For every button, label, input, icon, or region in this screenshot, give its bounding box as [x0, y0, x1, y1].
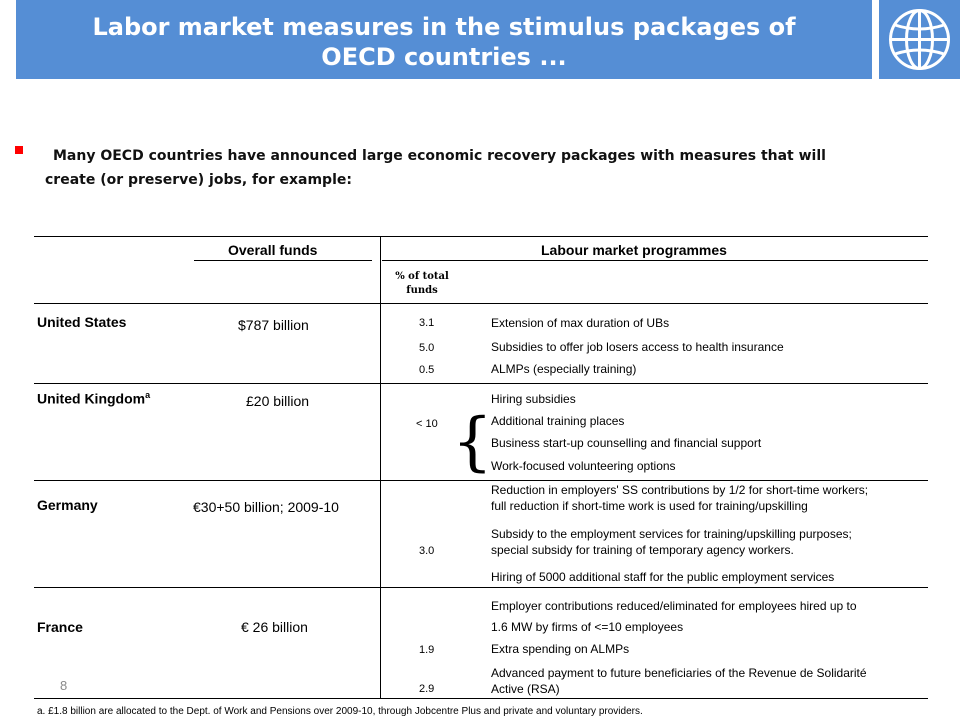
- programme-de-2-line2: special subsidy for training of temporary agency workers.: [491, 543, 794, 557]
- country-united-kingdom: [37, 390, 150, 407]
- programmes-underline: [382, 260, 928, 261]
- programme-de-1-line1: Reduction in employers' SS contributions by 1/2 for short-time workers;: [491, 483, 869, 497]
- pct-germany: 3.0: [419, 545, 435, 557]
- column-header-overall-funds: Overall funds: [228, 242, 318, 258]
- brace-uk: {: [452, 405, 493, 479]
- programme-uk-1: Hiring subsidies: [491, 392, 576, 406]
- pct-label-line2: funds: [406, 285, 438, 296]
- programme-fr-3-line1: Advanced payment to future beneficiaries of the Revenue de Solidarité: [491, 666, 867, 680]
- page-number: 8: [60, 678, 68, 693]
- row-divider-uk: [34, 480, 928, 481]
- bullet-marker: [15, 146, 23, 154]
- pct-us-2: 5.0: [419, 342, 435, 354]
- table-top-rule: [34, 236, 928, 237]
- intro-line-1: Many OECD countries have announced large economic recovery packages with measures that will: [53, 148, 826, 164]
- programme-us-2: Subsidies to offer job losers access to health insurance: [491, 340, 784, 354]
- table-bottom-rule: [34, 698, 928, 699]
- world-bank-globe-icon: [879, 0, 960, 79]
- intro-line-2: create (or preserve) jobs, for example:: [45, 172, 352, 188]
- pct-uk: < 10: [416, 418, 438, 430]
- programme-fr-1-line1: Employer contributions reduced/eliminated for employees hired up to: [491, 599, 857, 613]
- fund-germany: €30+50 billion; 2009-10: [193, 499, 339, 515]
- pct-us-3: 0.5: [419, 364, 435, 376]
- pct-france-1: 1.9: [419, 644, 435, 656]
- table-footnote: a. £1.8 billion are allocated to the Dept. of Work and Pensions over 2009-10, through Jobcentre Plus and private and voluntary providers.: [37, 706, 643, 717]
- programme-fr-2: Extra spending on ALMPs: [491, 642, 630, 656]
- slide-title: [16, 0, 872, 79]
- fund-united-states: $787 billion: [238, 317, 309, 333]
- programme-de-3: Hiring of 5000 additional staff for the public employment services: [491, 570, 835, 584]
- pct-france-2: 2.9: [419, 683, 435, 695]
- programme-fr-3-line2: Active (RSA): [491, 682, 560, 696]
- table-header-rule: [34, 303, 928, 304]
- country-france: France: [37, 619, 83, 635]
- fund-united-kingdom: £20 billion: [246, 393, 310, 409]
- pct-label-line1: % of total: [395, 271, 449, 282]
- programme-uk-2: Additional training places: [491, 414, 625, 428]
- programme-fr-1-line2: 1.6 MW by firms of <=10 employees: [491, 620, 684, 634]
- fund-france: € 26 billion: [241, 619, 308, 635]
- slide-title-line2: OECD countries ...: [321, 43, 567, 71]
- pct-of-total-funds-label: [392, 270, 452, 298]
- footnote-marker-a: a: [145, 390, 151, 400]
- programme-us-1: Extension of max duration of UBs: [491, 316, 670, 330]
- programme-us-3: ALMPs (especially training): [491, 362, 637, 376]
- country-uk-name: United Kingdom: [37, 390, 146, 407]
- pct-us-1: 3.1: [419, 317, 435, 329]
- column-header-programmes: Labour market programmes: [541, 242, 727, 258]
- intro-text: [45, 144, 925, 192]
- country-united-states: United States: [37, 314, 127, 330]
- programme-uk-4: Work-focused volunteering options: [491, 459, 676, 473]
- overall-funds-underline: [194, 260, 372, 261]
- row-divider-us: [34, 383, 928, 384]
- programme-uk-3: Business start-up counselling and financial support: [491, 436, 762, 450]
- column-separator: [380, 237, 381, 699]
- row-divider-germany: [34, 587, 928, 588]
- slide-title-line1: Labor market measures in the stimulus packages of: [92, 13, 796, 41]
- programme-de-2-line1: Subsidy to the employment services for training/upskilling purposes;: [491, 527, 852, 541]
- programme-de-1-line2: full reduction if short-time work is used for training/upskilling: [491, 499, 808, 513]
- country-germany: Germany: [37, 497, 98, 513]
